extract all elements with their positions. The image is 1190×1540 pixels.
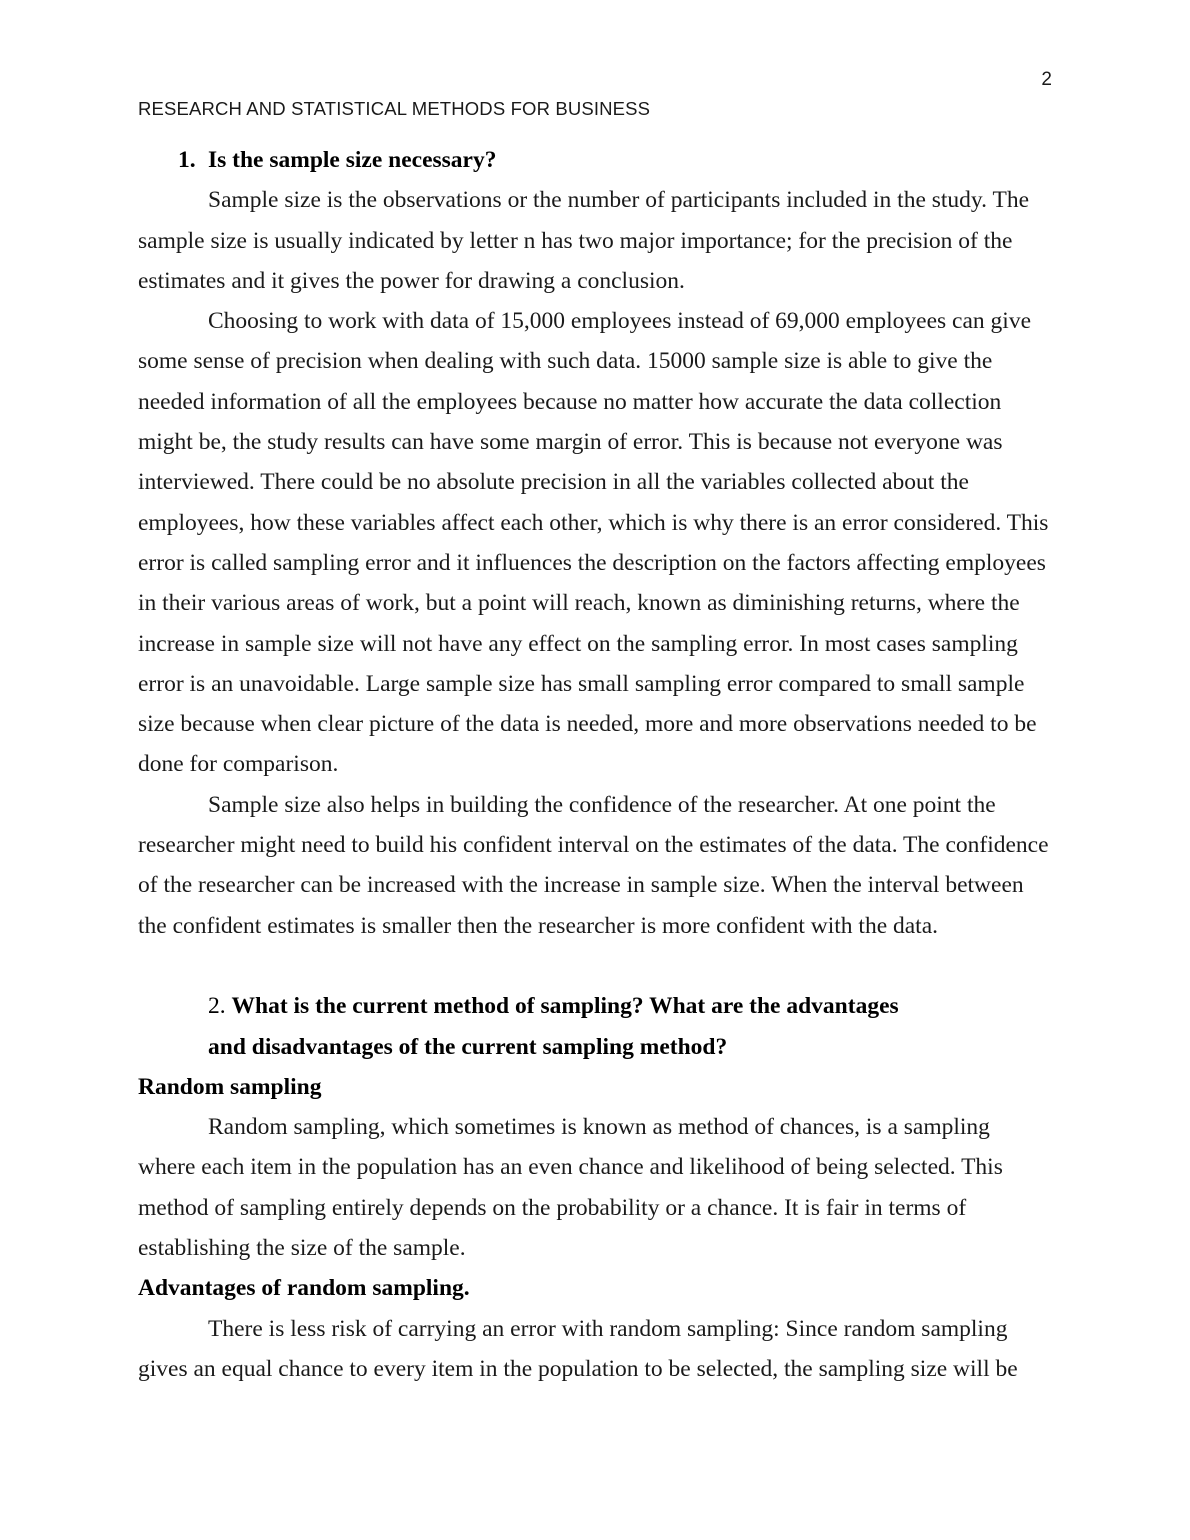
- subheading-random-sampling: Random sampling: [138, 1073, 322, 1100]
- page-number: 2: [1041, 69, 1052, 90]
- section-2-marker: 2.: [208, 993, 226, 1020]
- section-2-paragraph-2: There is less risk of carrying an error with random sampling: Since random sampling gives an equal chance to every item in the population to be selected, the sampling size will be: [138, 1315, 1018, 1382]
- section-1-heading: [138, 140, 1052, 180]
- page-content: [138, 140, 1052, 1389]
- subheading-advantages: Advantages of random sampling.: [138, 1275, 470, 1302]
- paragraph-spacer: [138, 946, 1052, 986]
- section-2-paragraph-1: Random sampling, which sometimes is known as method of chances, is a sampling where each item in the population has an even chance and likelihood of being selected. This method of sampling entirely depends on the probability or a chance. It is fair in terms of establishing the size of the sample.: [138, 1114, 1003, 1262]
- section-2-heading: [138, 986, 908, 1067]
- section-2-heading-text: What is the current method of sampling? What are the advantages and disadvantages of the current sampling method?: [208, 993, 899, 1060]
- section-1-marker: 1.: [178, 147, 196, 173]
- section-1-paragraph-3: Sample size also helps in building the confidence of the researcher. At one point the researcher might need to build his confident interval on the estimates of the data. The confidence of the researcher can be increased with the increase in sample size. When the interval between the confident estimates is smaller then the researcher is more confident with the data.: [138, 791, 1049, 939]
- section-1-heading-text: Is the sample size necessary?: [208, 147, 497, 173]
- section-1-paragraph-1: Sample size is the observations or the number of participants included in the study. The sample size is usually indicated by letter n has two major importance; for the precision of the estimates and it gives the power for drawing a conclusion.: [138, 187, 1030, 294]
- section-1-paragraph-2: Choosing to work with data of 15,000 employees instead of 69,000 employees can give some sense of precision when dealing with such data. 15000 sample size is able to give the needed information of all the employees because no matter how accurate the data collection might be, the study results can have some margin of error. This is because not everyone was interviewed. There could be no absolute precision in all the variables collected about the employees, how these variables affect each other, which is why there is an error considered. This error is called sampling error and it influences the description on the factors affecting employees in their various areas of work, but a point will reach, known as diminishing returns, where the increase in sample size will not have any effect on the sampling error. In most cases sampling error is an unavoidable. Large sample size has small sampling error compared to small sample size because when clear picture of the data is needed, more and more observations needed to be done for comparison.: [138, 308, 1049, 778]
- running-head: RESEARCH AND STATISTICAL METHODS FOR BUSINESS: [138, 98, 651, 119]
